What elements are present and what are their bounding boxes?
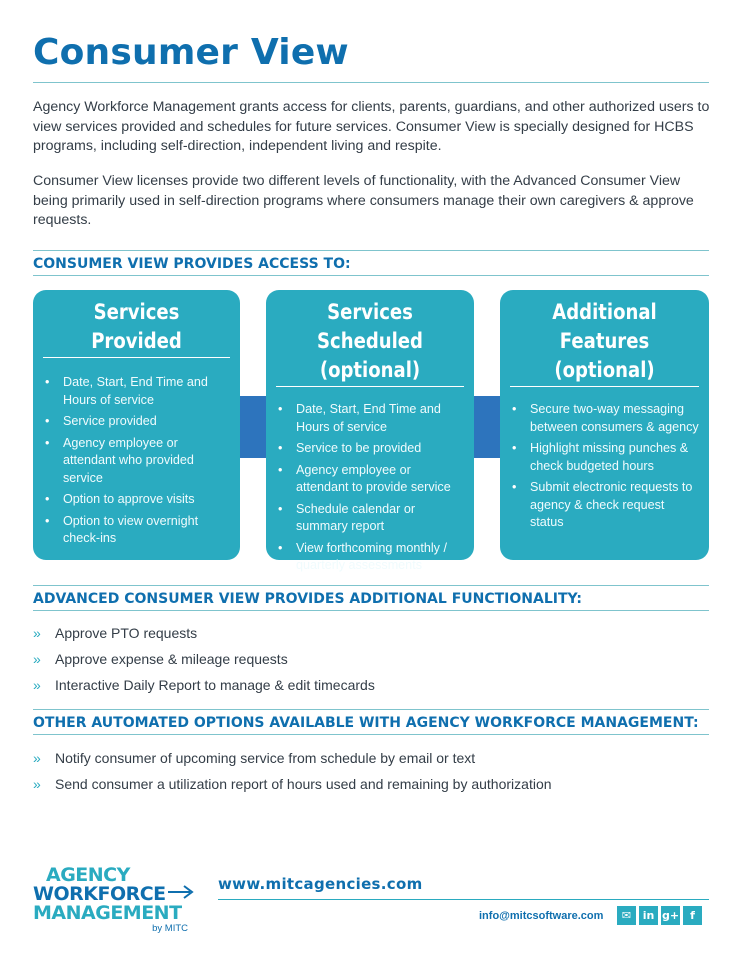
linkedin-icon[interactable]: in [639,906,658,925]
title-divider [33,82,709,83]
website-link[interactable]: www.mitcagencies.com [218,875,423,893]
list-item: » Send consumer a utilization report of hours used and remaining by authorization [33,775,552,801]
section-divider [33,610,709,611]
card-services-scheduled [266,290,474,572]
intro-paragraph-1: Agency Workforce Management grants access for clients, parents, guardians, and other authorized users to view services provided and schedules for future services. Consumer View is specially designed for HCBS programs, including self-direction, independent living and respite. [33,99,710,155]
card-subtitle: (optional) [554,358,655,382]
section-divider [33,250,709,251]
card-title-divider [43,357,230,358]
advanced-features-list [33,624,375,702]
card-additional-features [500,290,709,560]
section-divider [33,709,709,710]
email-icon[interactable]: ✉ [617,906,636,925]
list-item: • Service provided [41,413,232,431]
card-services-provided [33,290,240,560]
card-list [500,401,709,532]
list-item: • Agency employee or attendant who provided service [41,435,232,488]
list-item: » Approve PTO requests [33,624,375,650]
list-item: • Option to view overnight check-ins [41,513,232,548]
logo-byline: by MITC [152,923,188,934]
list-item: • Agency employee or attendant to provide service [274,462,466,497]
other-options-list [33,749,552,801]
intro-paragraph-2: Consumer View licenses provide two different levels of functionality, with the Advanced Consumer View being primarily used in self-direction programs where consumers manage their own caregivers & approve requests. [33,173,694,229]
card-title: Additional Features [552,300,657,353]
list-item: • Service to be provided [274,440,466,458]
company-logo [33,864,208,934]
section-heading-other-options: OTHER AUTOMATED OPTIONS AVAILABLE WITH AGENCY WORKFORCE MANAGEMENT: [33,715,699,731]
googleplus-icon[interactable]: g+ [661,906,680,925]
card-title: Services Scheduled [317,300,423,353]
facebook-icon[interactable]: f [683,906,702,925]
list-item: • Date, Start, End Time and Hours of service [274,401,466,436]
list-item: • Secure two-way messaging between consumers & agency [508,401,701,436]
list-item: • View forthcoming monthly / quarterly assessments [274,540,466,575]
list-item: • Highlight missing punches & check budgeted hours [508,440,701,475]
logo-line-workforce: WORKFORCE [33,883,166,905]
logo-line-management: MANAGEMENT [33,902,182,924]
list-item: » Approve expense & mileage requests [33,650,375,676]
section-divider [33,734,709,735]
card-title-divider [510,386,699,387]
list-item: » Interactive Daily Report to manage & edit timecards [33,676,375,702]
section-divider [33,275,709,276]
footer-divider [218,899,709,900]
card-list [33,374,240,548]
list-item: » Notify consumer of upcoming service from schedule by email or text [33,749,552,775]
logo-arrow-icon [168,882,198,902]
card-title-divider [276,386,464,387]
section-heading-advanced: ADVANCED CONSUMER VIEW PROVIDES ADDITIONAL FUNCTIONALITY: [33,591,583,607]
list-item: • Schedule calendar or summary report [274,501,466,536]
section-divider [33,585,709,586]
section-heading-access: CONSUMER VIEW PROVIDES ACCESS TO: [33,256,351,272]
page-title: Consumer View [33,32,349,73]
list-item: • Date, Start, End Time and Hours of service [41,374,232,409]
card-subtitle: (optional) [319,358,421,382]
list-item: • Option to approve visits [41,491,232,509]
card-list [266,401,474,575]
list-item: • Submit electronic requests to agency & check request status [508,479,701,532]
card-title: Services Provided [91,300,182,353]
logo-line-agency: AGENCY [46,864,130,886]
email-link[interactable]: info@mitcsoftware.com [479,910,604,922]
